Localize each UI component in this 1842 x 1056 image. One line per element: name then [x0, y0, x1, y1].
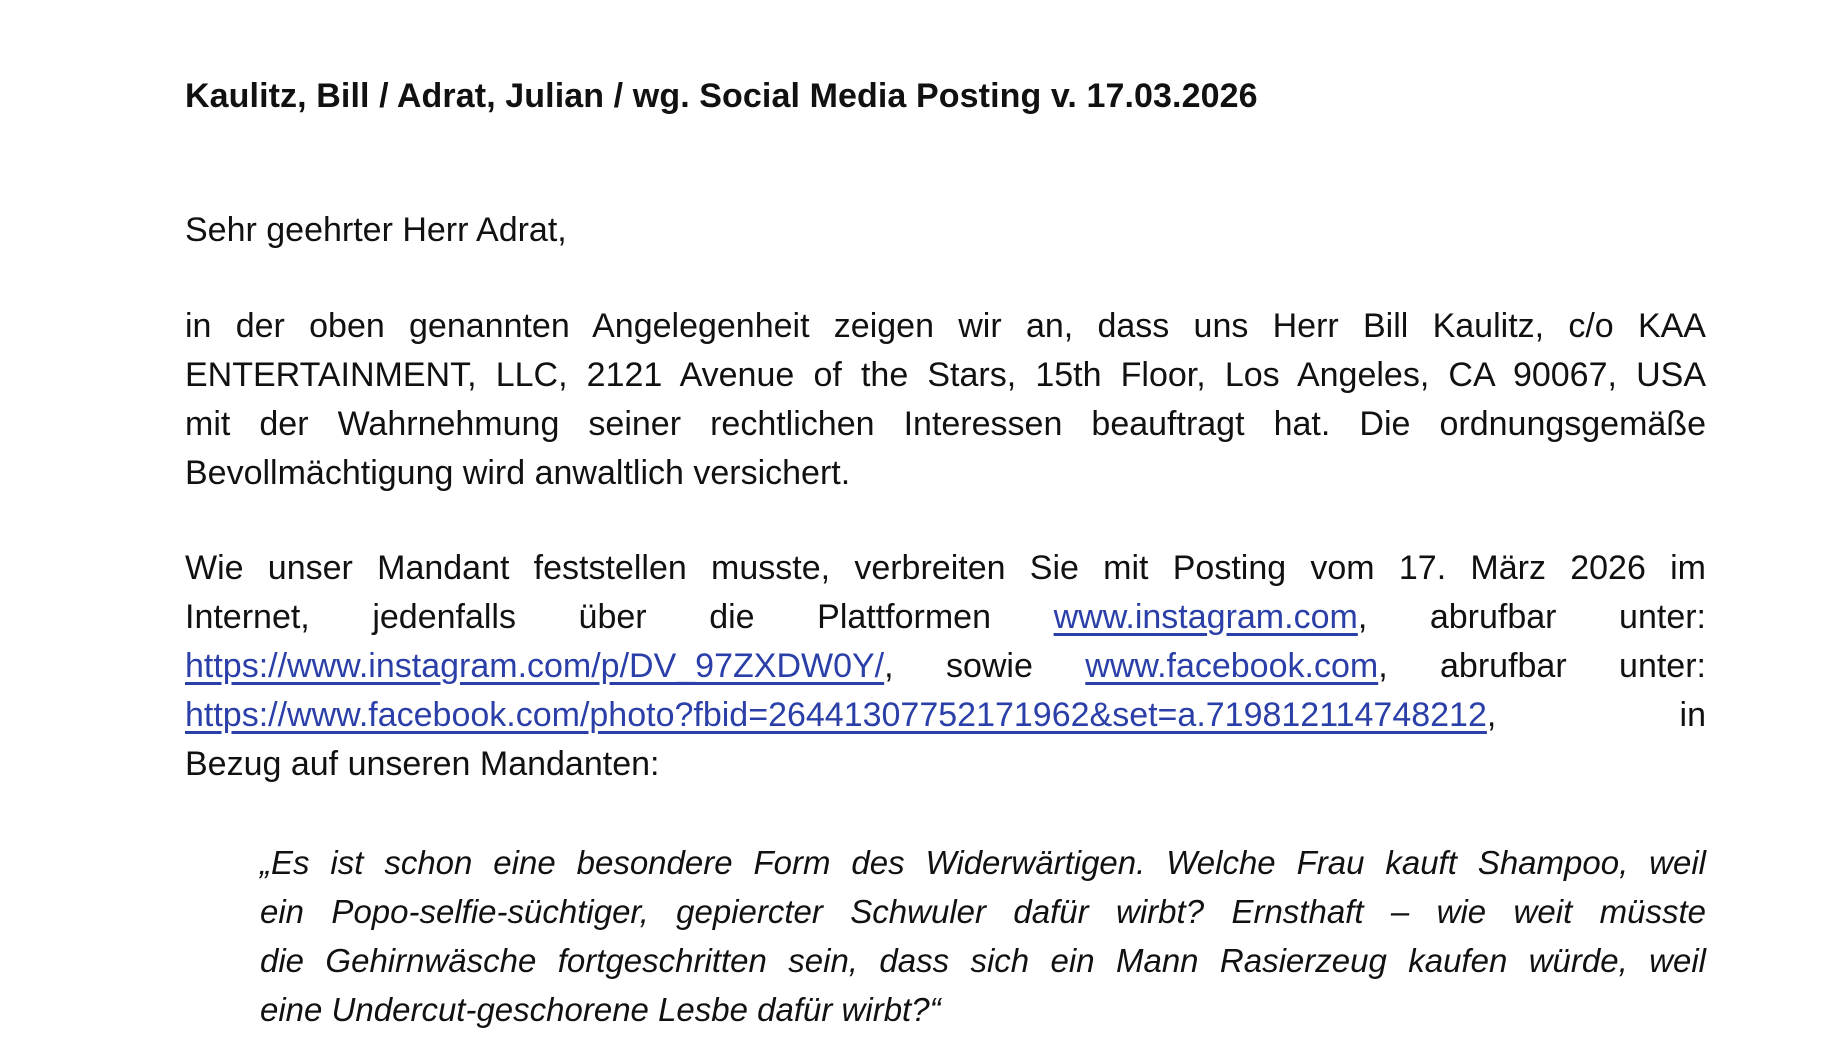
- paragraph-line: mit der Wahrnehmung seiner rechtlichen Interessen beauftragt hat. Die ordnungsgemäße: [185, 405, 1706, 443]
- facebook-photo-link[interactable]: https://www.facebook.com/photo?fbid=26441307752171962&set=a.719812114748212: [185, 696, 1487, 734]
- text-segment: , in: [1486, 696, 1706, 734]
- instagram-post-link[interactable]: https://www.instagram.com/p/DV_97ZXDW0Y/: [185, 647, 885, 685]
- quoted-posting: [260, 838, 1706, 1034]
- subject-line: Kaulitz, Bill / Adrat, Julian / wg. Social Media Posting v. 17.03.2026: [185, 77, 1258, 115]
- paragraph-line: [185, 593, 1706, 642]
- paragraph-line: in der oben genannten Angelegenheit zeigen wir an, dass uns Herr Bill Kaulitz, c/o KAA: [185, 307, 1706, 345]
- salutation: Sehr geehrter Herr Adrat,: [185, 211, 567, 249]
- paragraph-line: Bevollmächtigung wird anwaltlich versichert.: [185, 454, 851, 492]
- paragraph-mandate: [185, 302, 1706, 498]
- instagram-domain-link[interactable]: www.instagram.com: [1053, 598, 1358, 636]
- facebook-domain-link[interactable]: www.facebook.com: [1085, 647, 1379, 685]
- text-segment: , sowie: [884, 647, 1033, 685]
- text-segment: , abrufbar unter:: [1378, 647, 1706, 685]
- paragraph-line: [185, 691, 1706, 740]
- quote-line: eine Undercut-geschorene Lesbe dafür wirbt?“: [260, 991, 941, 1028]
- quote-line: die Gehirnwäsche fortgeschritten sein, dass sich ein Mann Rasierzeug kaufen würde, weil: [260, 942, 1706, 979]
- paragraph-line: [185, 642, 1706, 691]
- quote-line: ein Popo-selfie-süchtiger, gepiercter Schwuler dafür wirbt? Ernsthaft – wie weit müsste: [260, 893, 1706, 930]
- paragraph-line: ENTERTAINMENT, LLC, 2121 Avenue of the Stars, 15th Floor, Los Angeles, CA 90067, USA: [185, 356, 1706, 394]
- paragraph-posting: [185, 544, 1706, 789]
- text-segment: Internet, jedenfalls über die Plattformen: [185, 598, 992, 636]
- text-segment: , abrufbar unter:: [1357, 598, 1707, 636]
- paragraph-line: Bezug auf unseren Mandanten:: [185, 745, 660, 783]
- paragraph-line: Wie unser Mandant feststellen musste, verbreiten Sie mit Posting vom 17. März 2026 im: [185, 549, 1706, 587]
- quote-line: „Es ist schon eine besondere Form des Widerwärtigen. Welche Frau kauft Shampoo, weil: [260, 844, 1706, 881]
